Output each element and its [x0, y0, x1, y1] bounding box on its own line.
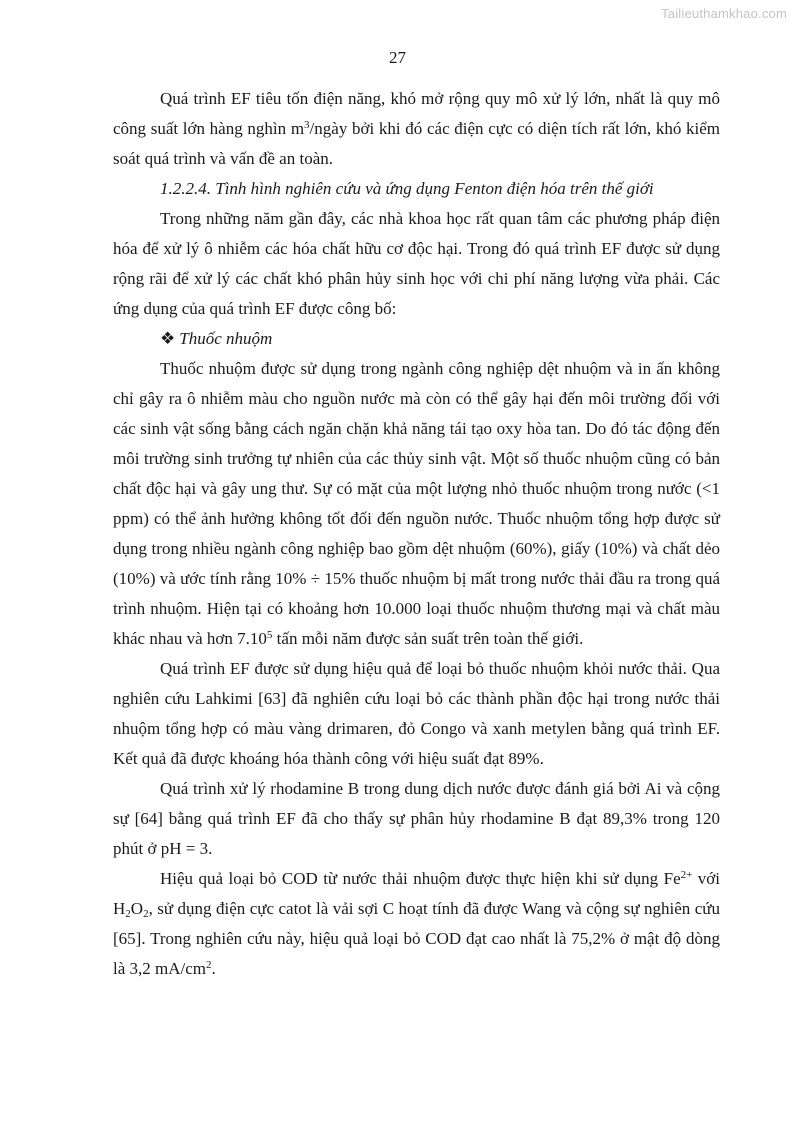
paragraph-ef-limitations: Quá trình EF tiêu tốn điện năng, khó mở rộng quy mô xử lý lớn, nhất là quy mô công suất lớn hàng nghìn $m^3$/ngày bởi khi đó các điện cực có diện tích rất lớn, khó kiểm soát quá trình và vấn đề an toàn. [113, 89, 720, 168]
page-number: 27 [389, 48, 406, 67]
paragraph-rhodamine: Quá trình xử lý rhodamine B trong dung dịch nước được đánh giá bởi Ai và cộng sự [64] bằng quá trình EF đã cho thấy sự phân hủy rhodamine B đạt 89,3% trong 120 phút ở pH = 3. [113, 779, 720, 858]
bullet-heading-dyes: ❖ Thuốc nhuộm [160, 329, 273, 348]
paragraph-introduction: Trong những năm gần đây, các nhà khoa học rất quan tâm các phương pháp điện hóa để xử lý ô nhiễm các hóa chất hữu cơ độc hại. Trong đó quá trình EF được sử dụng rộng rãi để xử lý các chất khó phân hủy sinh học với chi phí năng lượng vừa phải. Các ứng dụng của quá trình EF được công bố: [113, 209, 720, 318]
watermark: Tailieuthamkhao.com [661, 6, 787, 21]
paragraph-dyes: Thuốc nhuộm được sử dụng trong ngành công nghiệp dệt nhuộm và in ấn không chỉ gây ra ô nhiễm màu cho nguồn nước mà còn có thể gây hại đến môi trường đối với các sinh vật sống bằng cách ngăn chặn khả năng tái tạo oxy hòa tan. Do đó tác động đến môi trường sinh trưởng tự nhiên của các thủy sinh vật. Một số thuốc nhuộm cũng có bản chất độc hại và gây ung thư. Sự có mặt của một lượng nhỏ thuốc nhuộm trong nước (<1 ppm) có thể ảnh hưởng không tốt đối đến nguồn nước. Thuốc nhuộm tổng hợp được sử dụng trong nhiều ngành công nghiệp bao gồm dệt nhuộm (60%), giấy (10%) và chất dẻo (10%) và ước tính rằng 10% ÷ 15% thuốc nhuộm bị mất trong nước thải đầu ra trong quá trình nhuộm. Hiện tại có khoảng hơn 10.000 loại thuốc nhuộm thương mại và chất màu khác nhau và hơn 7.10$^5$ tấn mỗi năm được sản suất trên toàn thế giới. [113, 359, 720, 648]
paragraph-cod: Hiệu quả loại bỏ COD từ nước thải nhuộm được thực hiện khi sử dụng $Fe^{2+}$ với $H_2O_2$, sử dụng điện cực catot là vải sợi C hoạt tính đã được Wang và cộng sự nghiên cứu [65]. Trong nghiên cứu này, hiệu quả loại bỏ COD đạt cao nhất là 75,2% ở mật độ dòng là 3,2 $mA/cm^2$. [113, 869, 720, 978]
diamond-bullet-icon: ❖ [160, 329, 176, 348]
section-heading: 1.2.2.4. Tình hình nghiên cứu và ứng dụng Fenton điện hóa trên thế giới [160, 179, 654, 198]
document-body [113, 84, 720, 984]
paragraph-lahkimi: Quá trình EF được sử dụng hiệu quả để loại bỏ thuốc nhuộm khỏi nước thải. Qua nghiên cứu Lahkimi [63] đã nghiên cứu loại bỏ các thành phần độc hại trong nước thải nhuộm tổng hợp có màu vàng drimaren, đỏ Congo và xanh metylen bằng quá trình EF. Kết quả đã được khoáng hóa thành công với hiệu suất đạt 89%. [113, 659, 720, 768]
